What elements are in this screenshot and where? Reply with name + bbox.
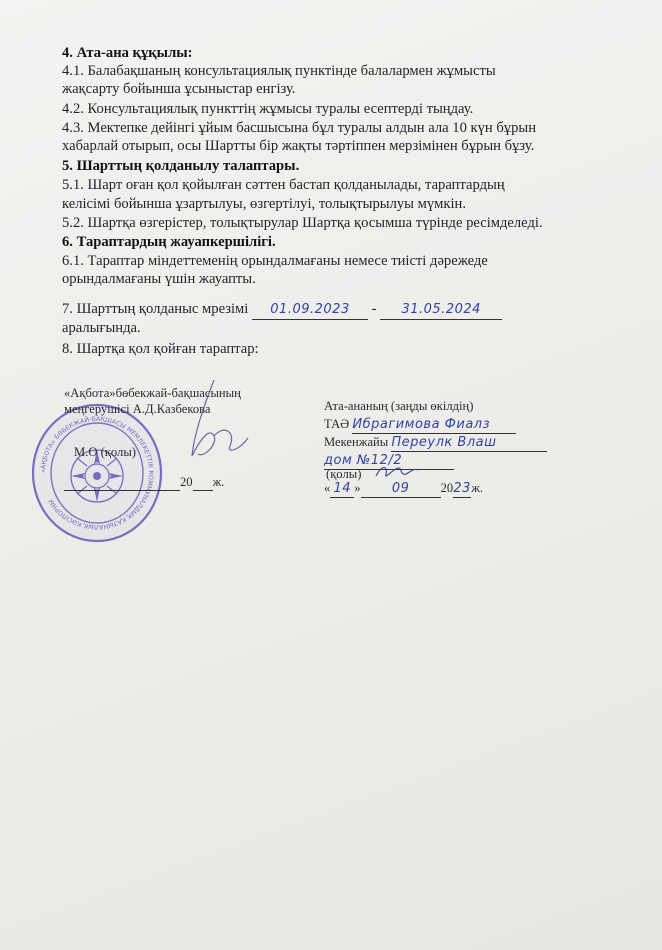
date-day: 14 [330, 481, 354, 498]
term-dash: - [371, 301, 377, 317]
address-label: Мекенжайы [324, 435, 389, 449]
name-value: Ибрагимова Фиалз [352, 417, 516, 434]
address-value-1: Переулк Влаш [391, 435, 547, 452]
address-value-2: дом №12/2 [324, 453, 454, 470]
official-stamp [30, 398, 164, 548]
clause-4-2: 4.2. Консультациялық пункттің жұмысы туралы есептерді тыңдау. [62, 101, 474, 117]
clause-6-1-line2: орындалмағаны үшін жауапты. [62, 271, 256, 287]
clause-5-1-line2: келісімі бойынша ұзартылуы, өзгертілуі, толықтырылуы мүмкін. [62, 196, 466, 212]
clause-4-3-line1: 4.3. Мектепке дейінгі ұйым басшысына бұл туралы алдын ала 10 күн бұрын [62, 120, 537, 136]
section-5-heading: 5. Шарттың қолданылу талаптары. [62, 158, 300, 174]
date-month: 09 [361, 481, 441, 498]
stamp-ring-text: «АҚБОТА» БӨБЕКЖАЙ-БАҚШАСЫ МЕМЛЕКЕТТІК КОММУНАЛДЫҚ ҚАЗЫНАЛЫҚ КӘСІПОРНЫ [39, 415, 155, 531]
section-6-heading: 6. Тараптардың жауапкершілігі. [62, 234, 276, 250]
right-party-date: « 14 » 09 2023ж. [324, 481, 484, 496]
term-end-date: 31.05.2024 [380, 301, 502, 320]
right-party-name-row [324, 416, 516, 434]
term-label: 7. Шарттың қолданыс мрезімі [62, 301, 249, 317]
clause-5-1-line1: 5.1. Шарт оған қол қойылған сәттен бастап қолданылады, тараптардың [62, 177, 505, 193]
parties-heading: 8. Шартқа қол қойған тараптар: [62, 341, 259, 357]
head-signature [184, 376, 254, 468]
left-party-seal-sign: М.О (қолы) [74, 445, 136, 459]
term-start-date: 01.09.2023 [252, 301, 368, 320]
clause-4-1-line2: жақсарту бойынша ұсыныстар енгізу. [62, 81, 296, 97]
right-party-address-row [324, 434, 547, 452]
clause-5-2: 5.2. Шартқа өзгерістер, толықтырулар Шартқа қосымша түрінде ресімделеді. [62, 215, 543, 231]
left-date-year-prefix: 20 [180, 475, 193, 489]
right-party-signature-label: (қолы) [326, 467, 362, 481]
parent-signature [372, 462, 422, 482]
right-party-title: Ата-ананың (заңды өкілдің) [324, 399, 474, 413]
left-date-suffix: ж. [212, 475, 225, 489]
left-party-date [64, 474, 224, 491]
date-year: 23 [453, 481, 471, 496]
term-suffix: аралығында. [62, 320, 141, 336]
clause-4-1-line1: 4.1. Балабақшаның консультациялық пунктінде балалармен жұмысты [62, 63, 496, 79]
left-party-org: «Ақбота»бөбекжай-бақшасының [64, 386, 241, 400]
clause-6-1-line1: 6.1. Тараптар міндеттеменің орындалмағаны немесе тиісті дәрежеде [62, 253, 488, 269]
section-4-heading: 4. Ата-ана құқылы: [62, 45, 193, 61]
term-line [62, 300, 502, 320]
clause-4-3-line2: хабарлай отырып, осы Шартты бір жақты тәртіппен мерзімінен бұрын бұзу. [62, 138, 535, 154]
name-label: ТАӘ [324, 417, 350, 431]
left-party-head: меңгерушісі А.Д.Казбекова [64, 402, 211, 416]
